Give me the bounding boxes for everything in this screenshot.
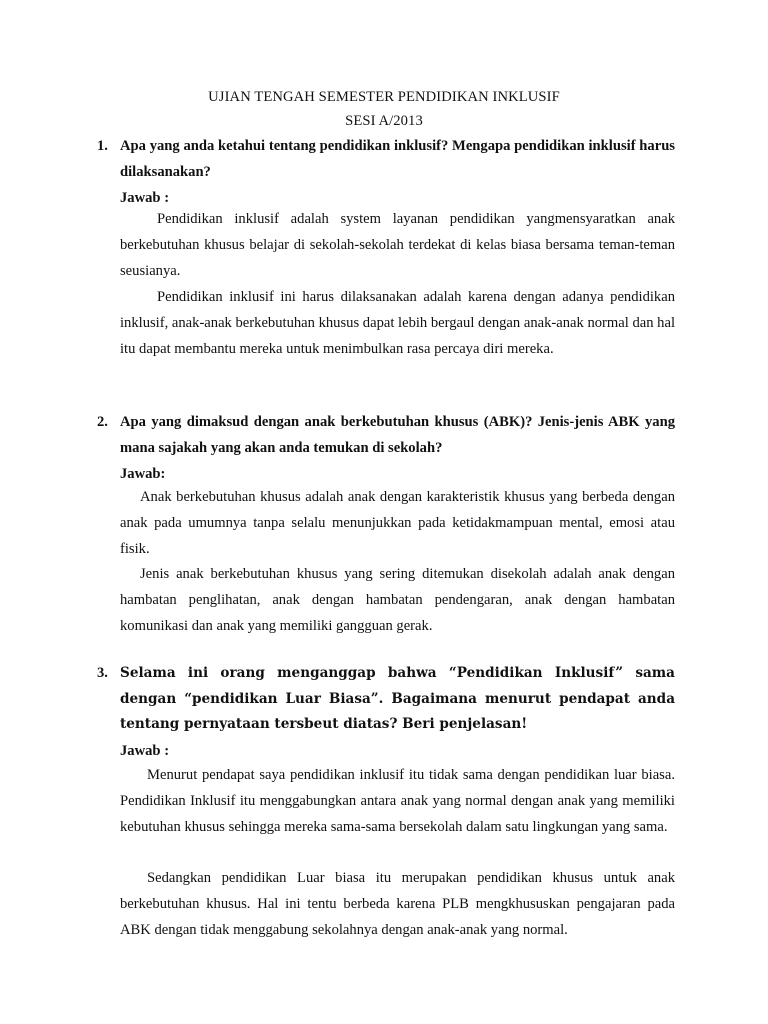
document-subtitle: SESI A/2013 [345,113,423,129]
question-3 [97,661,675,738]
answer-label: Jawab : [120,190,170,206]
answer-paragraph: Sedangkan pendidikan Luar biasa itu merupakan pendidikan khusus untuk anak berkebutuhan khusus. Hal ini tentu berbeda karena PLB mengkhususkan pengajaran pada ABK dengan tidak menggabung sekolahnya dengan anak-anak yang normal. [120,870,675,938]
answer-label: Jawab : [120,743,170,759]
document-title: UJIAN TENGAH SEMESTER PENDIDIKAN INKLUSIF [208,89,560,105]
question-number: 2. [97,414,108,430]
question-text: Selama ini orang menganggap bahwa “Pendidikan Inklusif” sama dengan “pendidikan Luar Biasa”. Bagaimana menurut pendapat anda tentang pernyataan tersbeut diatas? Beri penjelasan! [120,665,675,732]
answer-paragraph: Pendidikan inklusif ini harus dilaksanakan adalah karena dengan adanya pendidikan inklusif, anak-anak berkebutuhan khusus dapat lebih bergaul dengan anak-anak normal dan hal itu dapat membantu mereka untuk menimbulkan rasa percaya diri mereka. [120,289,675,357]
answer-paragraph: Menurut pendapat saya pendidikan inklusif itu tidak sama dengan pendidikan luar biasa. Pendidikan Inklusif itu menggabungkan antara anak yang normal dengan anak yang memiliki kebutuhan khusus sehingga mereka sama-sama bersekolah dalam satu lingkungan yang sama. [120,767,675,835]
question-number: 1. [97,138,108,154]
answer-paragraph: Anak berkebutuhan khusus adalah anak dengan karakteristik khusus yang berbeda dengan anak pada umumnya tanpa selalu menunjukkan pada ketidakmampuan mental, emosi atau fisik. [120,489,675,557]
question-text: Apa yang dimaksud dengan anak berkebutuhan khusus (ABK)? Jenis-jenis ABK yang mana sajakah yang akan anda temukan di sekolah? [120,414,675,456]
answer-paragraph: Jenis anak berkebutuhan khusus yang sering ditemukan disekolah adalah anak dengan hambatan penglihatan, anak dengan hambatan pendengaran, anak dengan hambatan komunikasi dan anak yang memiliki gangguan gerak. [120,566,675,634]
question-text: Apa yang anda ketahui tentang pendidikan inklusif? Mengapa pendidikan inklusif harus dilaksanakan? [120,138,675,180]
question-1 [97,134,675,185]
answer-paragraph: Pendidikan inklusif adalah system layanan pendidikan yangmensyaratkan anak berkebutuhan khusus belajar di sekolah-sekolah terdekat di kelas biasa bersama teman-teman seusianya. [120,211,675,279]
answer-label: Jawab: [120,466,166,482]
question-2 [97,410,675,461]
question-number: 3. [97,665,108,681]
